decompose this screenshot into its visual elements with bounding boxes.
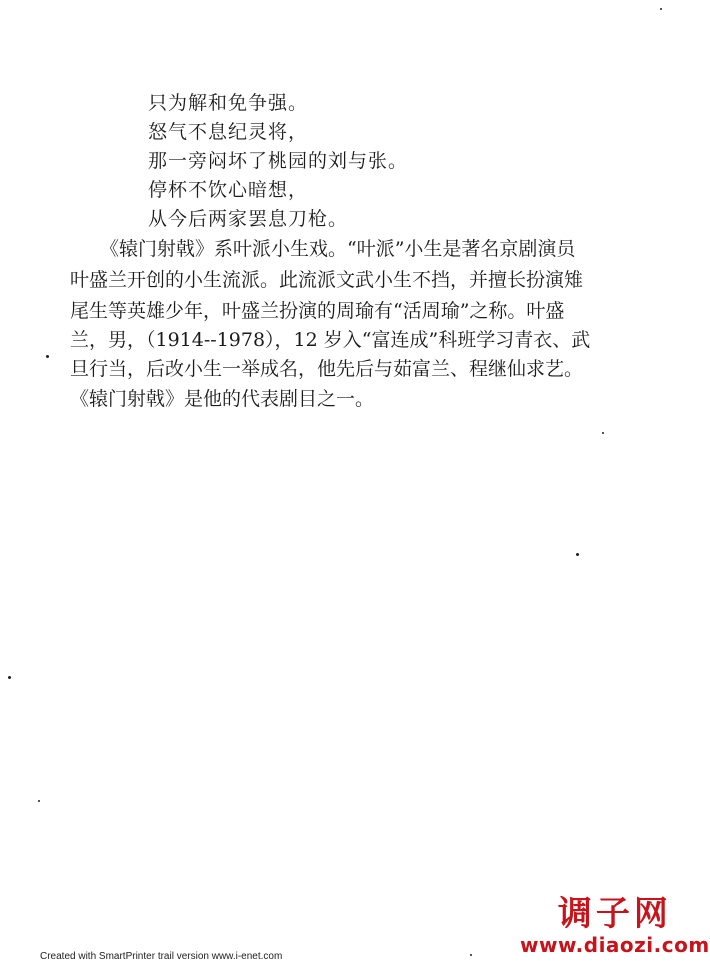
verse-line: 停杯不饮心暗想，: [148, 179, 309, 201]
paragraph-line: 兰，男，（1914--1978），12 岁入“富连成”科班学习青衣、武: [70, 329, 591, 351]
paragraph-line: 《辕门射戟》系叶派小生戏。“叶派”小生是著名京剧演员: [100, 238, 576, 260]
paragraph-line: 尾生等英雄少年，叶盛兰扮演的周瑜有“活周瑜”之称。叶盛: [70, 300, 565, 322]
scan-speck: [576, 553, 579, 556]
paragraph-line: 旦行当，后改小生一举成名，他先后与茹富兰、程继仙求艺。: [70, 358, 584, 380]
verse-line: 只为解和免争强。: [148, 92, 309, 114]
scan-speck: [660, 8, 662, 10]
verse-line: 从今后两家罢息刀枪。: [148, 208, 349, 230]
scan-speck: [602, 432, 604, 434]
verse-line: 那一旁闷坏了桃园的刘与张。: [148, 150, 409, 172]
scan-speck: [38, 800, 40, 802]
watermark-title: 调子网: [557, 894, 672, 934]
scan-speck: [46, 355, 49, 358]
verse-line: 怒气不息纪灵将，: [148, 121, 309, 143]
paragraph-line: 叶盛兰开创的小生流派。此流派文武小生不挡，并擅长扮演雉: [70, 269, 584, 291]
site-watermark-logo: [520, 894, 710, 957]
scan-speck: [470, 954, 472, 956]
watermark-url: www.diaozi.com: [520, 933, 710, 957]
footer-credit: Created with SmartPrinter trail version www.i-enet.com: [40, 951, 283, 962]
scan-speck: [8, 676, 11, 679]
paragraph-line: 《辕门射戟》是他的代表剧目之一。: [70, 388, 375, 410]
